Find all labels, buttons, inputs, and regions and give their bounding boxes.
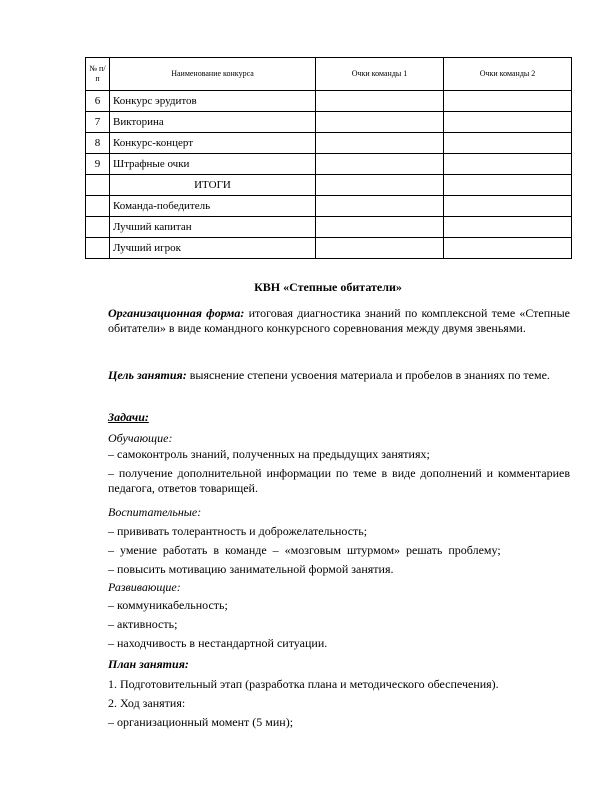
list-item: – прививать толерантность и доброжелательность; [108,524,368,538]
table-row [86,238,572,259]
goal-paragraph [108,368,570,383]
row-num [86,238,110,259]
table-row [86,196,572,217]
table-row [86,91,572,112]
row-team2-score [444,112,572,133]
row-name: Лучший игрок [110,238,316,259]
list-item: – повысить мотивацию занимательной формой занятия. [108,562,394,576]
row-num [86,196,110,217]
header-team1: Очки команды 1 [316,58,444,91]
goal-label: Цель занятия: [108,368,187,382]
row-team2-score [444,217,572,238]
document-title: КВН «Степные обитатели» [254,280,402,294]
list-item: – находчивость в нестандартной ситуации. [108,636,328,650]
org-form-label: Организационная форма: [108,306,245,320]
row-name: Штрафные очки [110,154,316,175]
row-num [86,217,110,238]
tasks-heading: Задачи: [108,410,149,424]
row-team1-score [316,91,444,112]
plan-heading: План занятия: [108,657,189,671]
row-team2-score [444,91,572,112]
row-num [86,175,110,196]
row-team2-score [444,196,572,217]
table-row [86,112,572,133]
header-num: № п/п [86,58,110,91]
row-team1-score [316,154,444,175]
org-form-text: итоговая диагностика знаний по комплексной теме «Степные обитатели» в виде командного конкурсного соревнования между двумя звеньями. [108,306,570,335]
row-team1-score [316,175,444,196]
row-num: 9 [86,154,110,175]
goal-text: выяснение степени усвоения материала и пробелов в знаниях по теме. [186,368,550,382]
list-item: – организационный момент (5 мин); [108,715,294,729]
table-row-totals [86,175,572,196]
row-team2-score [444,238,572,259]
row-num: 8 [86,133,110,154]
row-num: 7 [86,112,110,133]
row-name: Конкурс-концерт [110,133,316,154]
row-team1-score [316,112,444,133]
row-team1-score [316,238,444,259]
header-team2: Очки команды 2 [444,58,572,91]
row-team1-score [316,196,444,217]
developing-heading: Развивающие: [108,580,181,594]
scores-table [85,57,572,259]
list-item: – самоконтроль знаний, полученных на предыдущих занятиях; [108,447,430,461]
table-row [86,133,572,154]
list-item: 1. Подготовительный этап (разработка плана и методического обеспечения). [108,677,499,691]
row-team1-score [316,217,444,238]
teaching-heading: Обучающие: [108,431,173,445]
table-row [86,154,572,175]
row-name: Команда-победитель [110,196,316,217]
row-name: Конкурс эрудитов [110,91,316,112]
list-item: 2. Ход занятия: [108,696,186,710]
row-team2-score [444,154,572,175]
list-item: – коммуникабельность; [108,598,228,612]
row-team1-score [316,133,444,154]
upbringing-heading: Воспитательные: [108,505,202,519]
list-item: – получение дополнительной информации по теме в виде дополнений и комментариев педагога, ответов товарищей. [108,466,570,495]
org-form-paragraph [108,306,570,336]
row-team2-score [444,133,572,154]
row-name: Лучший капитан [110,217,316,238]
table-header-row [86,58,572,91]
table-row [86,217,572,238]
row-name: ИТОГИ [110,175,316,196]
row-num: 6 [86,91,110,112]
list-item: – активность; [108,617,178,631]
list-item: – умение работать в команде – «мозговым штурмом» решать проблему; [108,543,501,557]
row-name: Викторина [110,112,316,133]
row-team2-score [444,175,572,196]
header-name: Наименование конкурса [110,58,316,91]
